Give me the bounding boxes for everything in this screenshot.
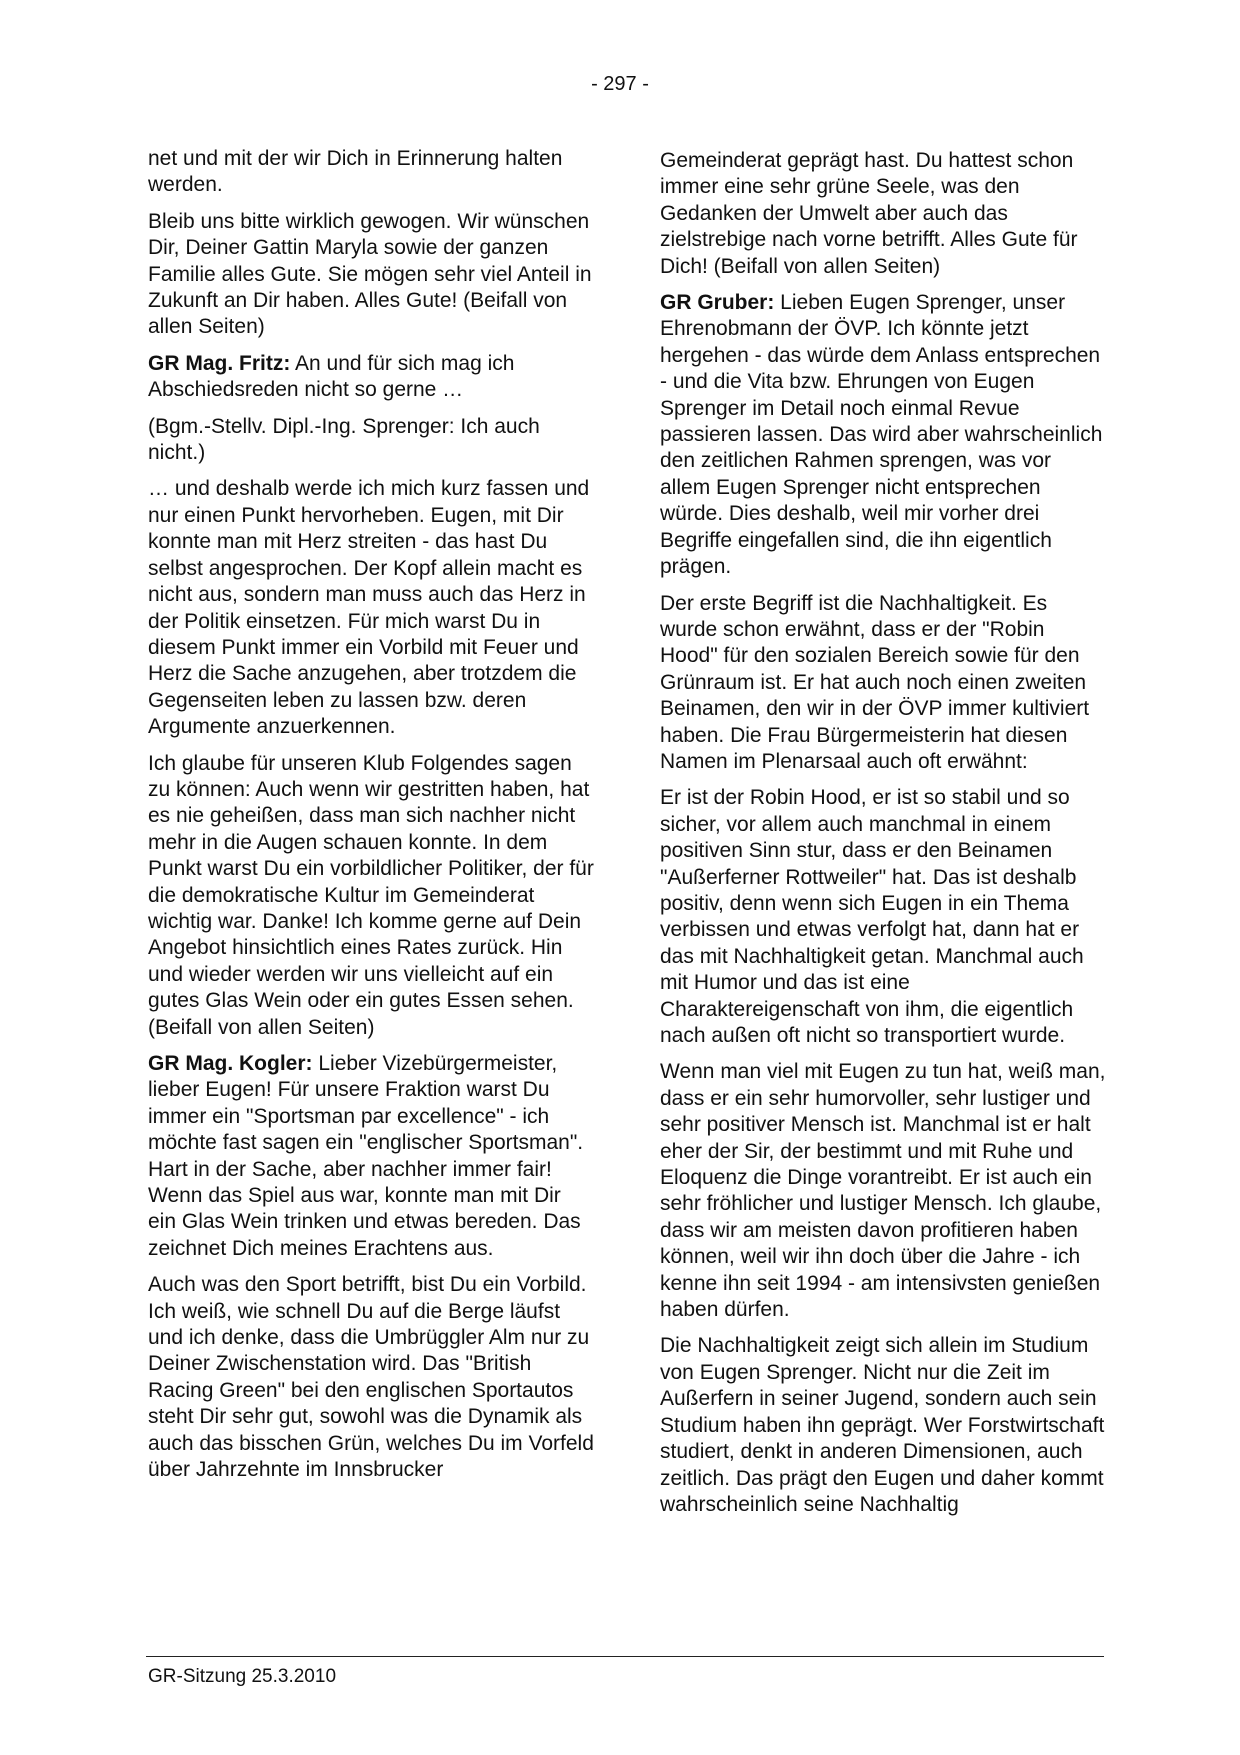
paragraph: net und mit der wir Dich in Erinnerung halten werden.: [148, 147, 563, 197]
paragraph: [148, 351, 594, 404]
speech-text: Lieber Vizebürgermeister, lieber Eugen! Für unsere Fraktion warst Du immer ein "Sportsman par excellence" - ich möchte fast sagen ein "englischer Sportsman". Hart in der Sache, aber nachher immer fair! Wenn das Spiel aus war, konnte man mit Dir ein Glas Wein trinken und etwas bereden. Das zeichnet Dich meines Erachtens aus.: [148, 1052, 584, 1260]
right-column: [660, 148, 1106, 1528]
left-column: [148, 146, 594, 1494]
page-number: - 297 -: [591, 73, 649, 95]
paragraph: Der erste Begriff ist die Nachhaltigkeit. Es wurde schon erwähnt, dass er der "Robin Hood" für den sozialen Bereich sowie für den Grünraum ist. Er hat auch noch einen zweiten Beinamen, den wir in der ÖVP immer kultiviert haben. Die Frau Bürgermeisterin hat diesen Namen im Plenarsaal auch oft erwähnt:: [660, 591, 1090, 773]
footer-session-date: GR-Sitzung 25.3.2010: [148, 1666, 337, 1687]
paragraph: Bleib uns bitte wirklich gewogen. Wir wünschen Dir, Deiner Gattin Maryla sowie der ganzen Familie alles Gute. Sie mögen sehr viel Anteil in Zukunft an Dir haben. Alles Gute! (Beifall von allen Seiten): [148, 209, 592, 339]
paragraph: Ich glaube für unseren Klub Folgendes sagen zu können: Auch wenn wir gestritten haben, hat es nie geheißen, dass man sich nachher nicht mehr in die Augen schauen konnte. In dem Punkt warst Du ein vorbildlicher Politiker, der für die demokratische Kultur im Gemeinderat wichtig war. Danke! Ich komme gerne auf Dein Angebot hinsichtlich eines Rates zurück. Hin und wieder werden wir uns vielleicht auf ein gutes Glas Wein oder ein gutes Essen sehen. (Beifall von allen Seiten): [148, 751, 594, 1039]
paragraph: … und deshalb werde ich mich kurz fassen und nur einen Punkt hervorheben. Eugen, mit Dir konnte man mit Herz streiten - das hast Du selbst angesprochen. Der Kopf allein macht es nicht aus, sondern man muss auch das Herz in der Politik einsetzen. Für mich warst Du in diesem Punkt immer ein Vorbild mit Feuer und Herz die Sache anzugehen, aber trotzdem die Gegenseiten leben zu lassen bzw. deren Argumente anzuerkennen.: [148, 477, 590, 739]
paragraph: Gemeinderat geprägt hast. Du hattest schon immer eine sehr grüne Seele, was den Gedanken der Umwelt aber auch das zielstrebige nach vorne betrifft. Alles Gute für Dich! (Beifall von allen Seiten): [660, 149, 1078, 278]
speech-text: An und für sich mag ich Abschiedsreden nicht so gerne …: [148, 351, 515, 402]
paragraph: [148, 1051, 594, 1262]
paragraph: Auch was den Sport betrifft, bist Du ein Vorbild. Ich weiß, wie schnell Du auf die Berge läufst und ich denke, dass die Umbrüggler Alm nur zu Deiner Zwischenstation wird. Das "British Racing Green" bei den englischen Sportautos steht Dir sehr gut, sowohl was die Dynamik als auch das bisschen Grün, welches Du im Vorfeld über Jahrzehnte im Innsbrucker: [148, 1273, 594, 1482]
speech-text: Lieben Eugen Sprenger, unser Ehrenobmann der ÖVP. Ich könnte jetzt hergehen - das würde dem Anlass entsprechen - und die Vita bzw. Ehrungen von Eugen Sprenger im Detail noch einmal Revue passieren lassen. Das wird aber wahrscheinlich den zeitlichen Rahmen sprengen, was vor allem Eugen Sprenger nicht entsprechen würde. Dies deshalb, weil mir vorher drei Begriffe eingefallen sind, die ihn eigentlich prägen.: [660, 291, 1103, 579]
speaker-name: GR Mag. Fritz:: [148, 351, 291, 375]
speaker-name: GR Gruber:: [660, 291, 775, 315]
paragraph: Die Nachhaltigkeit zeigt sich allein im Studium von Eugen Sprenger. Nicht nur die Zeit im Außerfern in seiner Jugend, sondern auch sein Studium haben ihn geprägt. Wer Forstwirtschaft studiert, denkt in anderen Dimensionen, auch zeitlich. Das prägt den Eugen und daher kommt wahrscheinlich seine Nachhaltig: [660, 1334, 1105, 1516]
speaker-name: GR Mag. Kogler:: [148, 1052, 313, 1075]
paragraph: [660, 290, 1106, 580]
paragraph: Er ist der Robin Hood, er ist so stabil und so sicher, vor allem auch manchmal in einem positiven Sinn stur, dass er den Beinamen "Außerferner Rottweiler" hat. Das ist deshalb positiv, denn wenn sich Eugen in ein Thema verbissen und etwas verfolgt hat, dann hat er das mit Nachhaltigkeit getan. Manchmal auch mit Humor und das ist eine Charaktereigenschaft von ihm, die eigentlich nach außen oft nicht so transportiert wurde.: [660, 786, 1084, 1047]
paragraph: (Bgm.-Stellv. Dipl.-Ing. Sprenger: Ich auch nicht.): [148, 414, 540, 465]
paragraph: Wenn man viel mit Eugen zu tun hat, weiß man, dass er ein sehr humorvoller, sehr lustiger und sehr positiver Mensch ist. Manchmal ist er halt eher der Sir, der bestimmt und mit Ruhe und Eloquenz die Dinge vorantreibt. Er ist auch ein sehr fröhlicher und lustiger Mensch. Ich glaube, dass wir am meisten davon profitieren haben können, weil wir ihn doch über die Jahre - ich kenne ihn seit 1994 - am intensivsten genießen haben dürfen.: [660, 1060, 1106, 1322]
footer-divider: [146, 1656, 1104, 1657]
